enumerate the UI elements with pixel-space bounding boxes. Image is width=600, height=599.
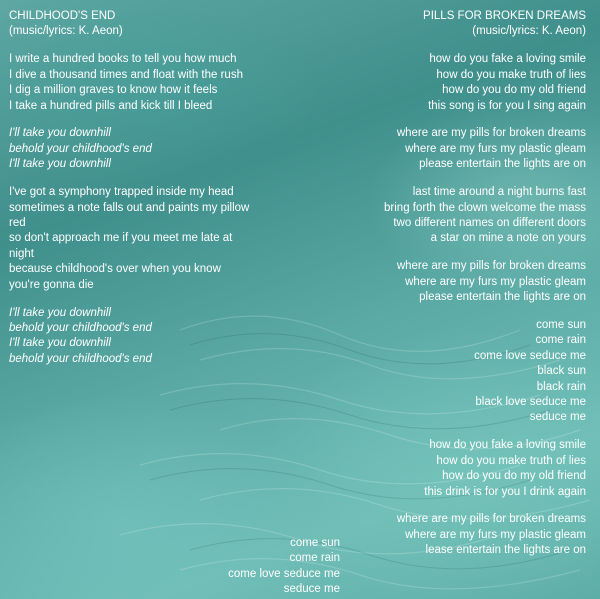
lyric-line: because childhood's over when you know: [9, 263, 221, 276]
lyric-line: behold your childhood's end: [9, 352, 152, 365]
lyric-line: you're gonna die: [9, 278, 94, 291]
lyric-line: I'll take you downhill: [9, 337, 111, 350]
lyric-line: I've got a symphony trapped inside my head: [9, 186, 234, 199]
lyric-line: come rain: [289, 552, 340, 565]
lyric-line: I'll take you downhill: [9, 127, 111, 140]
lyric-line: I'll take you downhill: [9, 158, 111, 171]
lyric-line: I dig a million graves to know how it feels: [9, 84, 218, 97]
lyric-line: two different names on different doors: [393, 216, 586, 229]
lyric-line: how do you fake a loving smile: [429, 439, 586, 452]
lyric-line: how do you make truth of lies: [436, 454, 586, 467]
lyric-line: this song is for you I sing again: [428, 99, 586, 112]
lyric-line: where are my furs my plastic gleam: [405, 528, 586, 541]
lyric-line: lease entertain the lights are on: [425, 544, 586, 557]
lyric-line: seduce me: [529, 411, 586, 424]
lyric-line: come sun: [290, 537, 340, 549]
lyric-line: red: [9, 216, 26, 229]
pills-for-broken-dreams-lyrics: [256, 9, 586, 559]
lyric-line: bring forth the clown welcome the mass: [384, 201, 586, 214]
lyric-line: where are my pills for broken dreams: [396, 513, 586, 526]
lyric-line: come rain: [535, 334, 586, 347]
lyric-line: I write a hundred books to tell you how much: [9, 53, 237, 66]
chorus-1: [256, 126, 586, 172]
lyric-line: please entertain the lights are on: [419, 158, 586, 171]
lyric-line: I take a hundred pills and kick till I bleed: [9, 99, 213, 112]
lyric-line: black love seduce me: [475, 396, 586, 409]
lyric-line: how do you do my old friend: [442, 84, 586, 97]
lyric-line: behold your childhood's end: [9, 142, 152, 155]
verse-3: [256, 438, 586, 500]
lyric-line: come sun: [536, 319, 586, 331]
chorus-2: [256, 259, 586, 305]
verse-2: [256, 185, 586, 247]
lyric-line: where are my furs my plastic gleam: [405, 142, 586, 155]
lyric-line: night: [9, 247, 34, 260]
bridge: [256, 318, 586, 426]
song-title-childhoods-end: CHILDHOOD'S END: [9, 10, 116, 22]
lyric-line: sometimes a note falls out and paints my pillow: [9, 201, 250, 214]
lyric-line: black sun: [537, 365, 586, 378]
lyric-line: how do you make truth of lies: [436, 68, 586, 81]
lyric-line: come love seduce me: [228, 567, 340, 580]
lyric-line: this drink is for you I drink again: [424, 485, 586, 498]
lyric-line: a star on mine a note on yours: [430, 232, 586, 245]
song-credit: (music/lyrics: K. Aeon): [9, 25, 123, 38]
lyric-line: so don't approach me if you meet me late at: [9, 232, 233, 245]
lyric-line: I dive a thousand times and float with the rush: [9, 68, 243, 81]
lyric-line: black rain: [536, 380, 586, 393]
lyric-line: please entertain the lights are on: [419, 291, 586, 304]
lyric-line: behold your childhood's end: [9, 321, 152, 334]
lyric-line: where are my pills for broken dreams: [396, 260, 586, 273]
lyric-line: last time around a night burns fast: [412, 186, 586, 199]
lyric-line: where are my furs my plastic gleam: [405, 275, 586, 288]
song-title-pills-for-broken-dreams: PILLS FOR BROKEN DREAMS: [423, 10, 586, 22]
lyric-line: seduce me: [283, 583, 340, 596]
chorus-3: [256, 512, 586, 558]
lyric-line: come love seduce me: [474, 349, 586, 362]
lyric-line: how do you do my old friend: [442, 470, 586, 483]
lyric-line: I'll take you downhill: [9, 306, 111, 319]
lyric-line: where are my pills for broken dreams: [396, 127, 586, 140]
song-credit: (music/lyrics: K. Aeon): [472, 25, 586, 38]
lyric-line: how do you fake a loving smile: [429, 53, 586, 66]
verse-1: [256, 52, 586, 114]
